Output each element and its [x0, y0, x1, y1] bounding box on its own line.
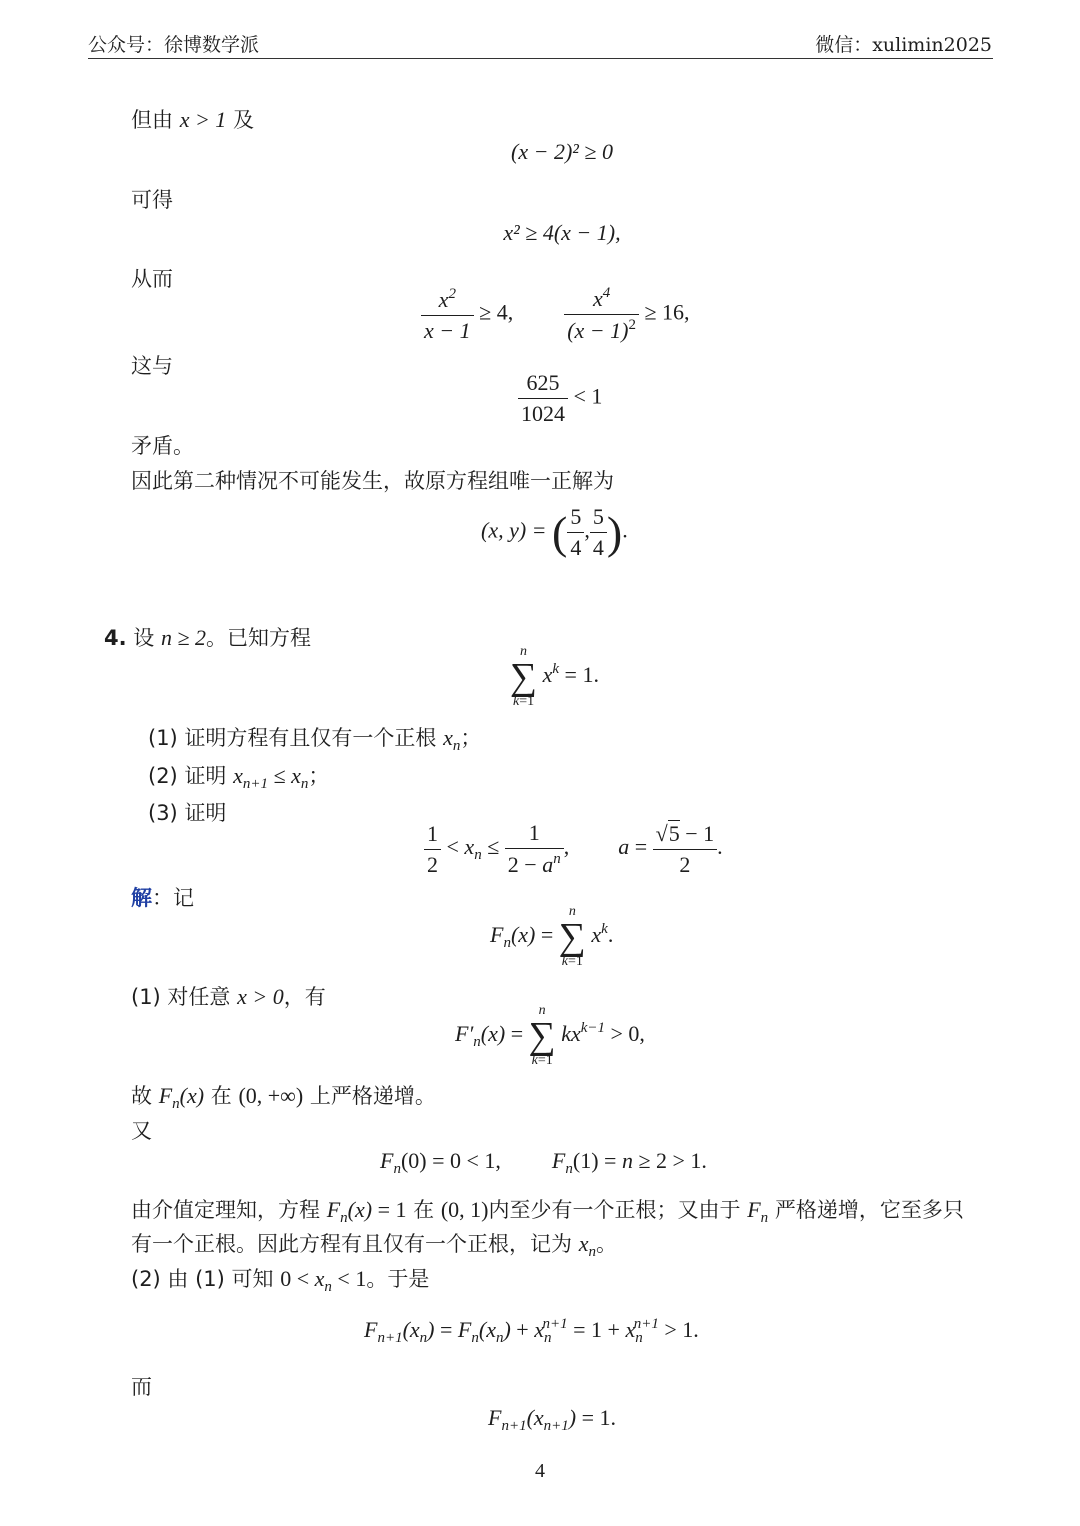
paragraph-again: 又	[131, 1119, 152, 1143]
fraction-bound: $\frac{1}{2 - a^n}$	[505, 820, 564, 878]
line-ivt-2: 有一个正根。因此方程有且仅有一个正根，记为 $x_n$。	[131, 1231, 617, 1260]
fraction-a: $\frac{x^2}{x - 1}$	[421, 286, 474, 344]
interval: (0, 1)	[440, 1197, 489, 1222]
sum-symbol: n ∑ k=1	[528, 1003, 556, 1068]
fraction-b: $\frac{x^4}{(x - 1)^2}$	[564, 285, 639, 344]
fraction-625-1024	[518, 370, 568, 427]
text: 但由	[131, 108, 173, 132]
fraction-5-4-b: $\frac{5}{4}$	[590, 504, 607, 561]
part-1-lead: (1) 对任意 x > 0，有	[131, 984, 326, 1009]
paragraph-can-get: 可得	[131, 188, 173, 212]
item-1: (1) 证明方程有且仅有一个正根 $x_n$；	[148, 725, 482, 754]
sum-symbol: n ∑ k=1	[510, 644, 538, 709]
text: 及	[233, 108, 254, 132]
solution-label: 解	[131, 886, 152, 910]
part-2-lead: (2) 由 (1) 可知 $0 < x_n < 1$。于是	[131, 1266, 430, 1295]
equation-Fn1-xn: $F_{n+1}(x_n) = F_n(x_n) + x_n^{n+1} = 1 + x_n^{n+1} > 1$.	[364, 1316, 699, 1346]
equation-square: (x − 2)² ≥ 0	[511, 139, 613, 164]
equation-endpoints: $F_n(0) = 0 < 1$, $F_n(1) = n \ge 2 > 1$.	[380, 1148, 707, 1177]
sum-symbol: n ∑ k=1	[558, 904, 586, 969]
problem-number: 4.	[104, 626, 127, 650]
page-number: 4	[535, 1460, 545, 1482]
paren-open: (	[552, 507, 568, 558]
item-3: (3) 证明	[148, 801, 227, 825]
fraction-5-4-a: $\frac{5}{4}$	[567, 504, 584, 561]
condition: n ≥ 2	[160, 625, 207, 650]
equation-solution: (x, y) = ( $\frac{5}{4}$ , $\frac{5}{4}$ ).	[481, 504, 628, 560]
header-rule	[88, 58, 993, 59]
equation-Fn-def: $F_n(x)$ = n ∑ k=1 $x^k$.	[490, 904, 614, 969]
paragraph-thus: 从而	[131, 267, 173, 291]
inequality: < 1	[573, 383, 603, 409]
equation-inequality: x² ≥ 4(x − 1),	[503, 220, 621, 245]
equation-bounds: $\frac{1}{2}$ < $x_n$ ≤ $\frac{1}{2 - a^n}$ , a = $\frac{√5 - 1}{2}$ .	[424, 820, 723, 878]
equation-derivative: $F'_n(x)$ = n ∑ k=1 $kx^{k-1} > 0$,	[455, 1003, 645, 1068]
lhs: (x, y) =	[481, 517, 547, 543]
line-increasing: 故 $F_n(x)$ 在 (0, +∞) 上严格递增。	[131, 1083, 436, 1112]
inequality-a: ≥ 4,	[479, 299, 514, 325]
paren-close: )	[606, 507, 623, 558]
numerator: 625	[518, 370, 568, 399]
inequality-b: ≥ 16,	[644, 299, 690, 325]
equation-fractions	[421, 285, 690, 344]
paragraph-but	[131, 104, 254, 134]
fraction-golden: $\frac{√5 - 1}{2}$	[653, 821, 718, 878]
interval: (0, +∞)	[238, 1083, 304, 1108]
equation-sum-xk: n ∑ k=1 $x^k = 1$.	[510, 644, 599, 709]
solution-heading: 解：记	[131, 886, 194, 910]
paragraph-conclusion: 因此第二种情况不可能发生，故原方程组唯一正解为	[131, 469, 614, 493]
equation-Fn1-xn1: $F_{n+1}(x_{n+1}) = 1$.	[488, 1405, 617, 1434]
header-right: 微信：xulimin2025	[815, 34, 992, 56]
item-2: (2) 证明 $x_{n+1} \le x_n$；	[148, 763, 330, 792]
denominator: 1024	[521, 401, 565, 426]
condition: x > 0	[237, 984, 284, 1009]
paragraph-contradiction: 矛盾。	[131, 434, 194, 458]
fraction-half: $\frac{1}{2}$	[424, 821, 441, 878]
paragraph-and: 而	[131, 1375, 152, 1399]
equation-625-1024	[518, 370, 602, 427]
condition: x > 1	[179, 107, 227, 132]
problem-4-statement: 4. 设 n ≥ 2。已知方程	[104, 625, 312, 650]
paragraph-contradicts: 这与	[131, 354, 173, 378]
header-left: 公众号：徐博数学派	[88, 34, 260, 56]
line-ivt-1: 由介值定理知，方程 $F_n(x) = 1$ 在 (0, 1)内至少有一个正根；又由于 $F_n$ 严格递增，它至多只	[131, 1197, 964, 1226]
